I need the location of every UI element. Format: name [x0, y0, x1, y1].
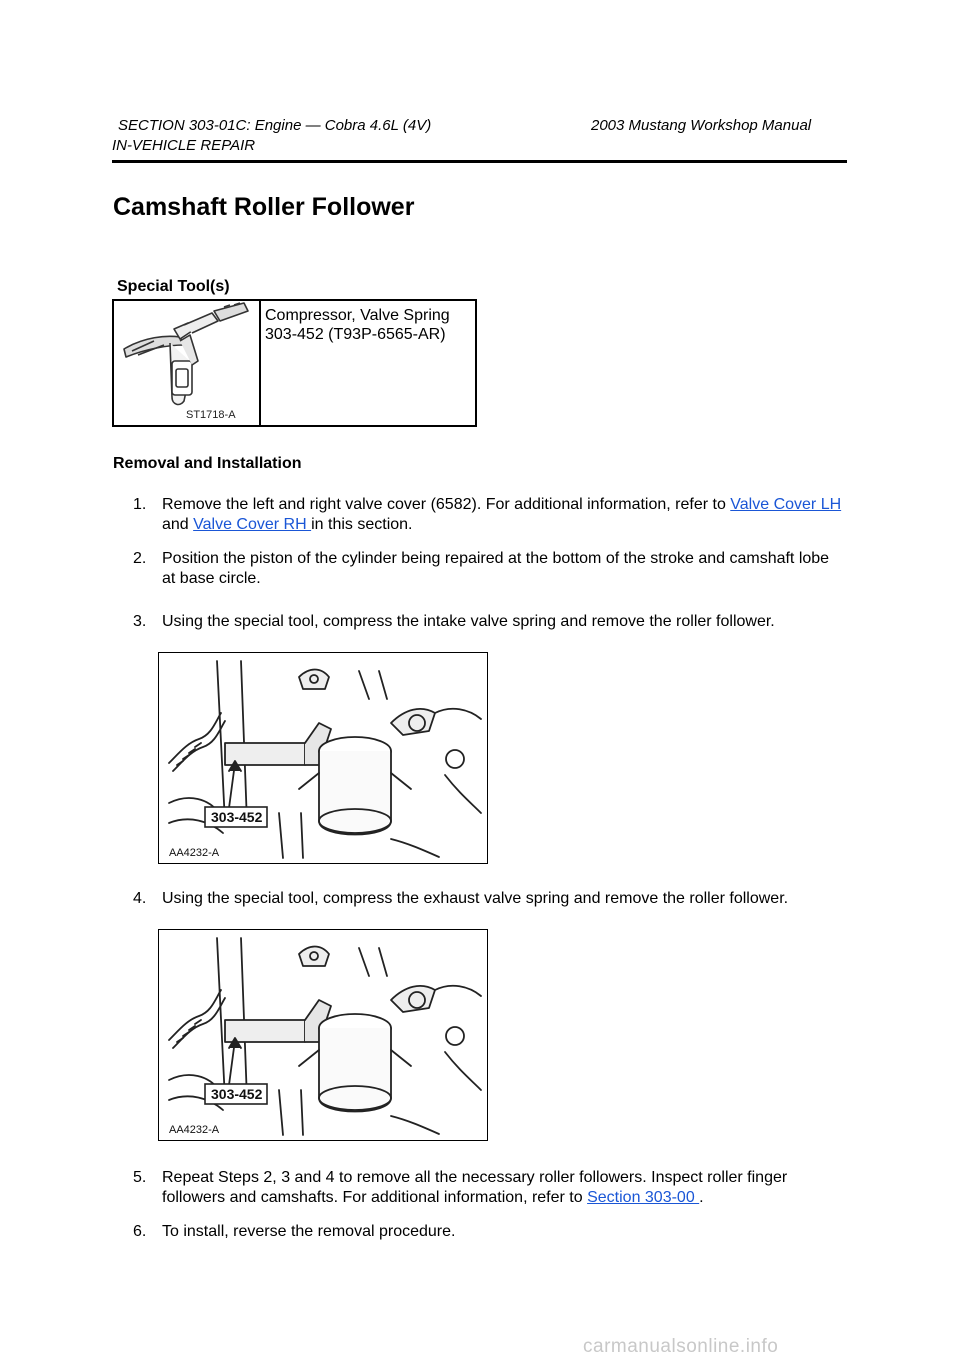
step-1 — [133, 495, 843, 535]
step-4 — [133, 889, 843, 909]
tool-description — [265, 306, 450, 344]
step-6 — [133, 1222, 843, 1242]
step-text: and — [162, 516, 194, 533]
section-title: SECTION 303-01C: Engine — Cobra 4.6L (4V) — [118, 117, 432, 134]
step-number: 4. — [133, 890, 147, 907]
step-text: Remove the left and right valve cover (6582). For additional information, refer to — [162, 496, 731, 513]
step-text: in this section. — [311, 516, 413, 533]
step-number: 2. — [133, 550, 147, 567]
figure-callout: 303-452 — [211, 809, 263, 825]
special-tools-heading: Special Tool(s) — [117, 278, 230, 295]
step-number: 6. — [133, 1223, 147, 1240]
subsection-title: IN-VEHICLE REPAIR — [112, 137, 256, 154]
watermark: carmanualsonline.info — [583, 1336, 779, 1357]
page-title: Camshaft Roller Follower — [113, 193, 415, 221]
step-number: 1. — [133, 496, 147, 513]
section-303-00-link[interactable]: Section 303-00 — [587, 1189, 700, 1206]
figure-callout: 303-452 — [211, 1086, 263, 1102]
step-number: 3. — [133, 613, 147, 630]
exhaust-valve-figure — [158, 929, 488, 1141]
figure-code: AA4232-A — [169, 1124, 220, 1136]
valve-spring-compressor-image — [114, 301, 261, 425]
step-number: 5. — [133, 1169, 147, 1186]
step-text: Position the piston of the cylinder being repaired at the bottom of the stroke and camshaft lobe at base circle. — [162, 550, 830, 587]
manual-title: 2003 Mustang Workshop Manual — [591, 117, 812, 134]
valve-cover-lh-link[interactable]: Valve Cover LH — [730, 496, 842, 513]
header-rule — [112, 160, 847, 163]
step-text: To install, reverse the removal procedure. — [162, 1223, 456, 1240]
tool-image-code: ST1718-A — [186, 409, 236, 421]
special-tool-table — [112, 299, 477, 427]
valve-cover-rh-link[interactable]: Valve Cover RH — [193, 516, 312, 533]
step-text: Repeat Steps 2, 3 and 4 to remove all the necessary roller followers. Inspect roller finger followers and camshafts. For additional information, refer to — [162, 1169, 788, 1206]
step-3 — [133, 612, 843, 632]
tool-number: 303-452 (T93P-6565-AR) — [265, 326, 446, 343]
tool-name: Compressor, Valve Spring — [265, 307, 450, 324]
step-2 — [133, 549, 843, 589]
step-text: Using the special tool, compress the intake valve spring and remove the roller follower. — [162, 613, 775, 630]
step-5 — [133, 1168, 843, 1208]
removal-installation-heading: Removal and Installation — [113, 455, 302, 472]
step-text: . — [699, 1189, 704, 1206]
figure-code: AA4232-A — [169, 847, 220, 859]
intake-valve-figure — [158, 652, 488, 864]
step-text: Using the special tool, compress the exhaust valve spring and remove the roller follower. — [162, 890, 789, 907]
